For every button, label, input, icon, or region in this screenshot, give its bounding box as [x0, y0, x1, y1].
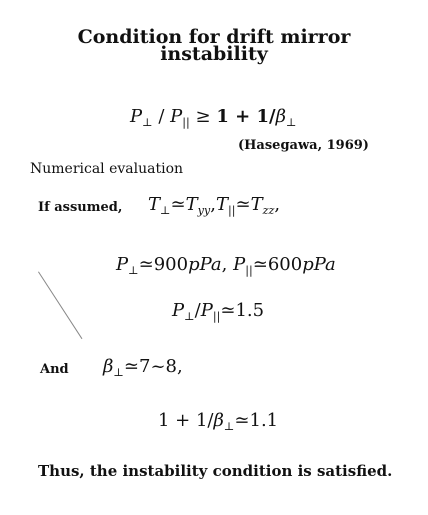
comma: ,	[221, 254, 234, 275]
approx-sign: ≃	[170, 194, 186, 215]
t-symbol: T	[185, 194, 198, 215]
t-symbol: T	[250, 194, 263, 215]
if-assumed-label: If assumed,	[38, 200, 123, 215]
perp-subscript: ⊥	[223, 419, 235, 433]
parallel-subscript: ||	[182, 115, 190, 129]
unit: pPa	[188, 254, 222, 275]
slash: /	[194, 300, 201, 321]
prefix: 1 + 1/	[158, 410, 214, 431]
pressure-perp-value: ≃900	[138, 254, 189, 275]
t-symbol: T	[148, 194, 161, 215]
perp-subscript: ⊥	[128, 263, 139, 277]
rhs-term: 1 + 1/	[216, 106, 276, 127]
beta-eval-value: ≃1.1	[234, 410, 279, 431]
unit: pPa	[302, 254, 336, 275]
p-symbol: P	[170, 106, 183, 127]
approx-sign: ≃	[235, 194, 251, 215]
beta-value: ≃7~8,	[123, 356, 183, 377]
perp-subscript: ⊥	[160, 203, 171, 217]
pen-stroke	[38, 271, 82, 339]
perp-subscript: ⊥	[142, 115, 153, 129]
beta-symbol: β	[103, 356, 114, 377]
parallel-subscript: ||	[227, 203, 236, 217]
beta-symbol: β	[213, 410, 224, 431]
t-symbol: T	[215, 194, 228, 215]
yy-subscript: yy	[197, 203, 211, 217]
page-title-line2: instability	[160, 43, 268, 65]
parallel-subscript: ||	[245, 263, 253, 277]
page-title: Condition for drift mirror	[77, 26, 351, 48]
beta-range	[103, 356, 183, 377]
parallel-subscript: ||	[212, 309, 221, 323]
perp-subscript: ⊥	[285, 115, 297, 129]
instability-condition	[130, 106, 296, 127]
pressure-values	[116, 254, 336, 275]
beta-symbol: β	[275, 106, 286, 127]
ratio-value: ≃1.5	[220, 300, 265, 321]
perp-subscript: ⊥	[113, 365, 124, 379]
temperature-assumption	[148, 194, 280, 215]
comma: ,	[274, 194, 281, 215]
p-symbol: P	[130, 106, 143, 127]
perp-subscript: ⊥	[184, 309, 195, 323]
conclusion: Thus, the instability condition is satisfied.	[38, 462, 393, 480]
comma: ,	[210, 194, 216, 215]
p-symbol: P	[172, 300, 185, 321]
numerical-evaluation-label: Numerical evaluation	[30, 161, 184, 177]
zz-subscript: zz	[262, 203, 275, 217]
p-symbol: P	[233, 254, 246, 275]
citation: (Hasegawa, 1969)	[238, 138, 369, 153]
p-symbol: P	[200, 300, 213, 321]
ge-sign: ≥	[189, 106, 217, 127]
slash: /	[152, 106, 171, 127]
beta-evaluation	[158, 410, 278, 431]
pressure-parallel-value: ≃600	[252, 254, 303, 275]
pressure-ratio	[172, 300, 264, 321]
and-label: And	[40, 362, 69, 377]
p-symbol: P	[116, 254, 129, 275]
